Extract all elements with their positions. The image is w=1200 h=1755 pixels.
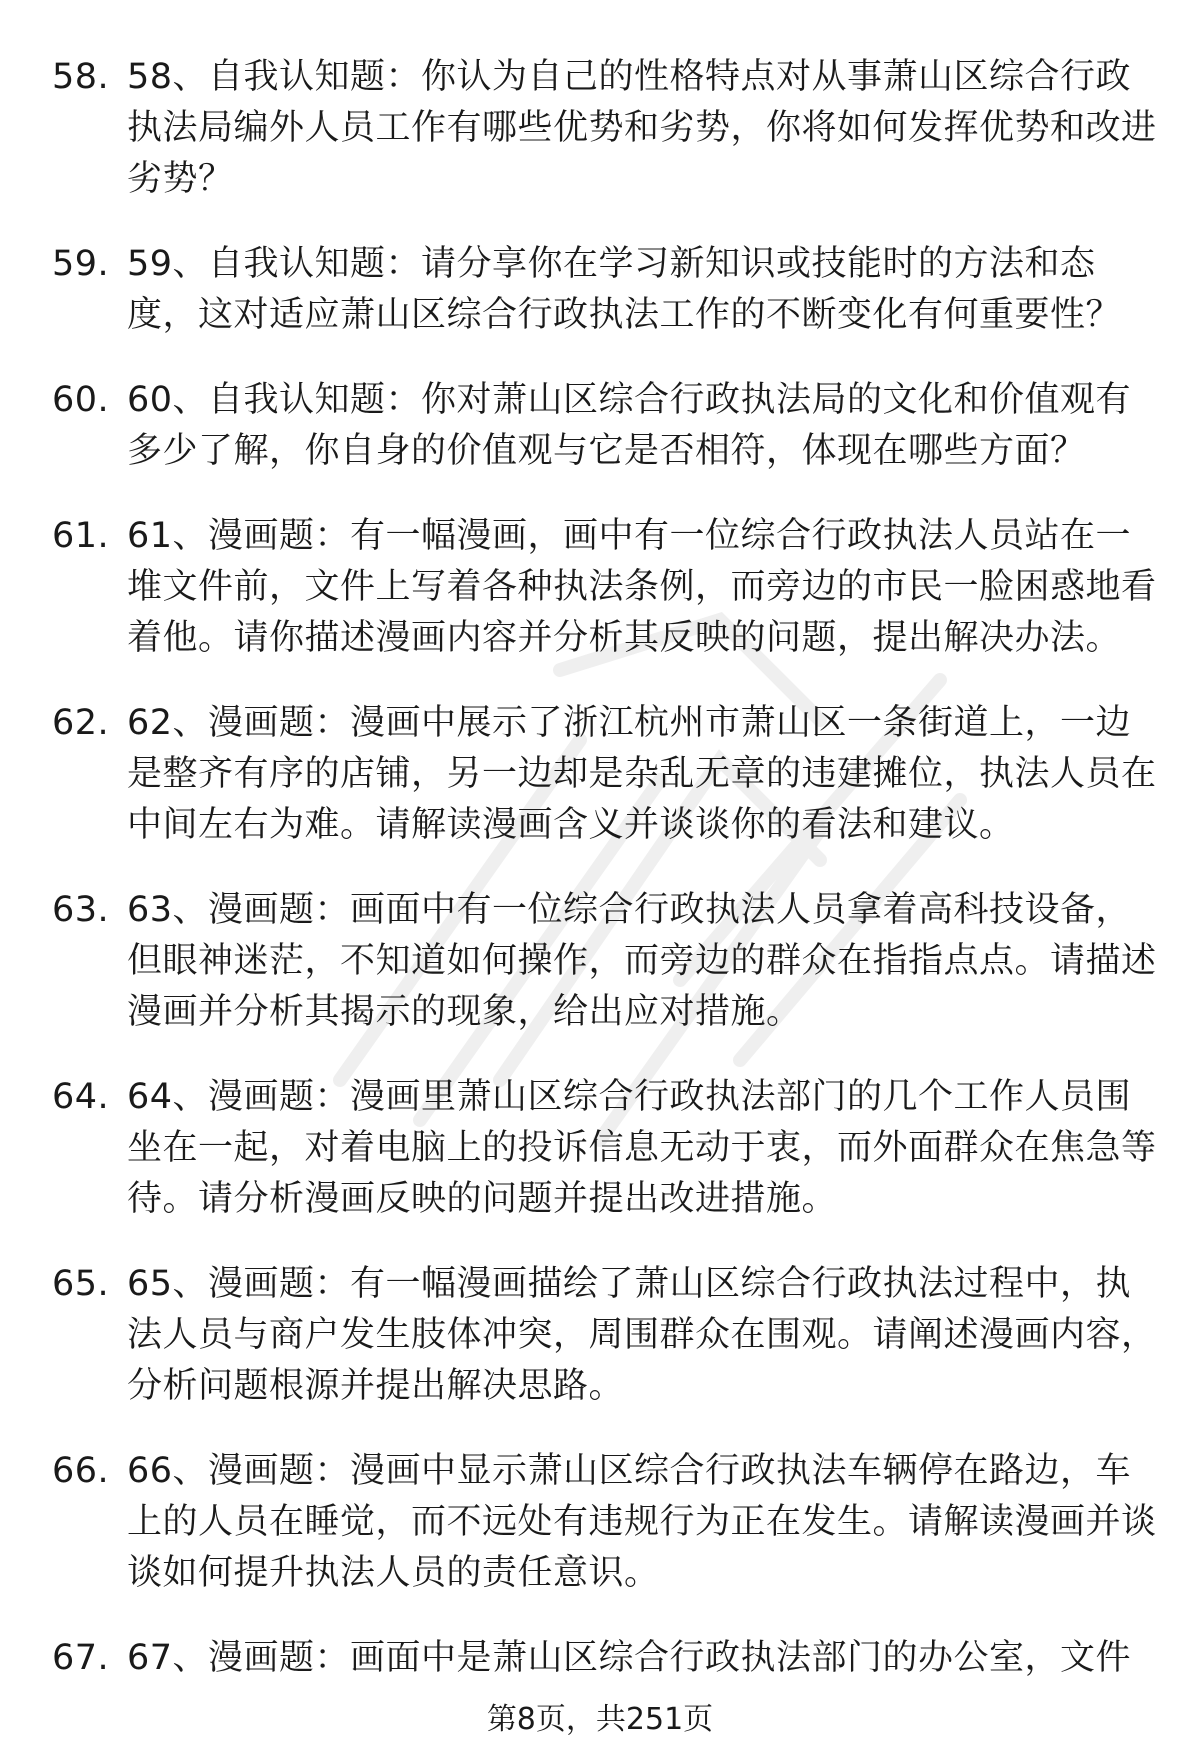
item-text: 64、漫画题：漫画里萧山区综合行政执法部门的几个工作人员围坐在一起，对着电脑上的投诉信息无动于衷，而外面群众在焦急等待。请分析漫画反映的问题并提出改进措施。: [127, 1077, 1157, 1219]
list-item: [52, 1259, 1162, 1412]
item-number: 62.: [52, 703, 110, 743]
list-item: [52, 52, 1162, 205]
item-text: 65、漫画题：有一幅漫画描绘了萧山区综合行政执法过程中，执法人员与商户发生肢体冲突，周围群众在围观。请阐述漫画内容，分析问题根源并提出解决思路。: [127, 1264, 1157, 1406]
item-number: 60.: [52, 380, 110, 420]
list-item: [52, 239, 1162, 341]
item-text: 58、自我认知题：你认为自己的性格特点对从事萧山区综合行政执法局编外人员工作有哪些优势和劣势，你将如何发挥优势和改进劣势？: [127, 57, 1157, 199]
item-number: 67.: [52, 1638, 110, 1678]
item-text: 66、漫画题：漫画中显示萧山区综合行政执法车辆停在路边，车上的人员在睡觉，而不远处有违规行为正在发生。请解读漫画并谈谈如何提升执法人员的责任意识。: [127, 1451, 1157, 1593]
item-text: 61、漫画题：有一幅漫画，画中有一位综合行政执法人员站在一堆文件前，文件上写着各种执法条例，而旁边的市民一脸困惑地看着他。请你描述漫画内容并分析其反映的问题，提出解决办法。: [127, 516, 1157, 658]
question-list: [52, 52, 1162, 1718]
page-number-label: 第8页，共251页: [486, 1702, 714, 1737]
item-number: 59.: [52, 244, 110, 284]
item-text: 67、漫画题：画面中是萧山区综合行政执法部门的办公室，文件: [127, 1638, 1132, 1678]
list-item: [52, 885, 1162, 1038]
item-number: 66.: [52, 1451, 110, 1491]
list-item: [52, 1072, 1162, 1225]
item-text: 59、自我认知题：请分享你在学习新知识或技能时的方法和态度，这对适应萧山区综合行政执法工作的不断变化有何重要性？: [127, 244, 1122, 335]
item-number: 58.: [52, 57, 110, 97]
item-number: 61.: [52, 516, 110, 556]
item-number: 65.: [52, 1264, 110, 1304]
item-number: 63.: [52, 890, 110, 930]
page-footer: [0, 1700, 1200, 1740]
list-item: [52, 1633, 1162, 1684]
item-text: 63、漫画题：画面中有一位综合行政执法人员拿着高科技设备，但眼神迷茫，不知道如何操作，而旁边的群众在指指点点。请描述漫画并分析其揭示的现象，给出应对措施。: [127, 890, 1157, 1032]
item-text: 62、漫画题：漫画中展示了浙江杭州市萧山区一条街道上，一边是整齐有序的店铺，另一边却是杂乱无章的违建摊位，执法人员在中间左右为难。请解读漫画含义并谈谈你的看法和建议。: [127, 703, 1157, 845]
list-item: [52, 511, 1162, 664]
item-number: 64.: [52, 1077, 110, 1117]
list-item: [52, 375, 1162, 477]
list-item: [52, 1446, 1162, 1599]
item-text: 60、自我认知题：你对萧山区综合行政执法局的文化和价值观有多少了解，你自身的价值观与它是否相符，体现在哪些方面？: [127, 380, 1132, 471]
list-item: [52, 698, 1162, 851]
